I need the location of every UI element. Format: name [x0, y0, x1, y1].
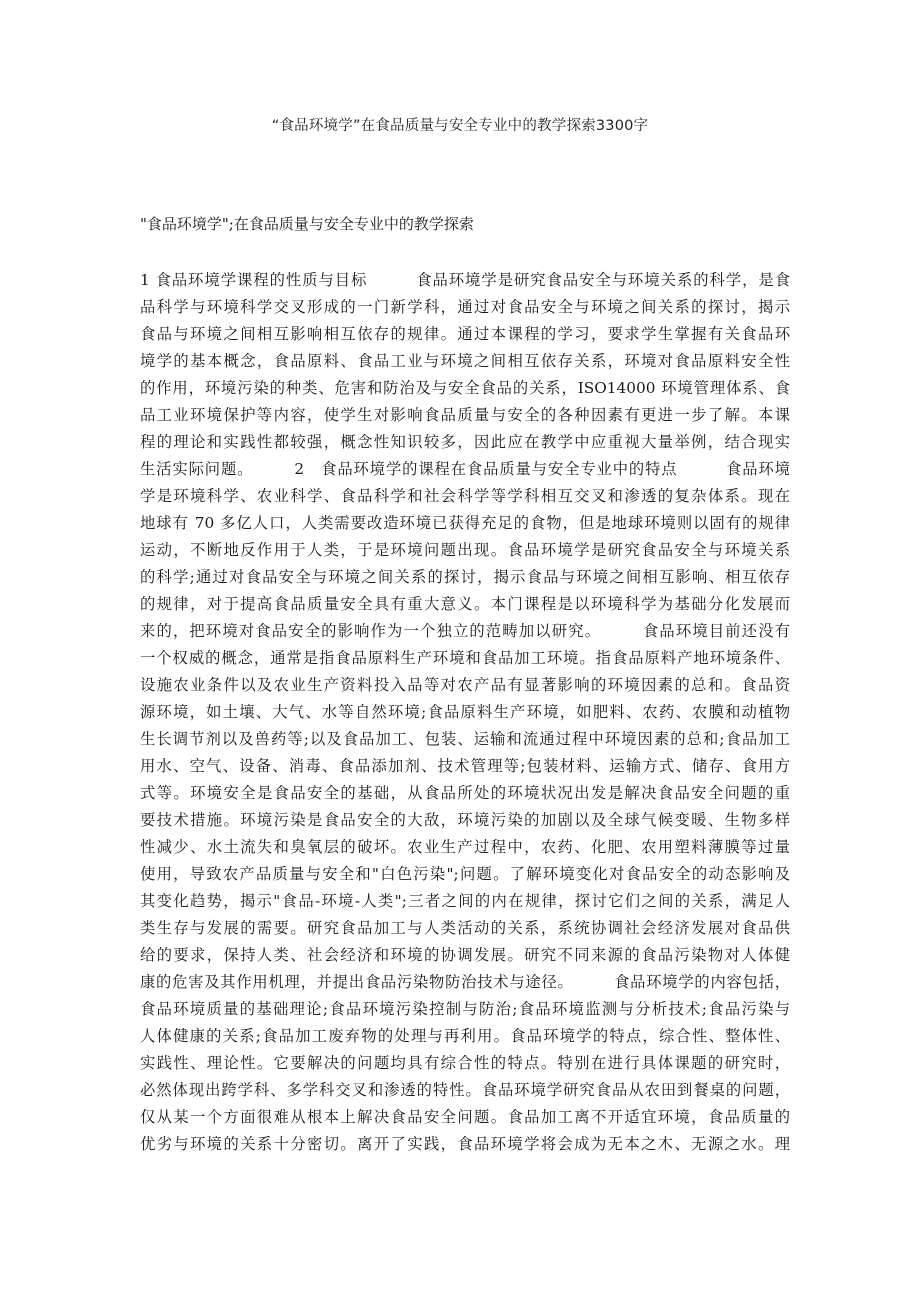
body-text-line: 地球有 70 多亿人口，人类需要改造环境已获得充足的食物，但是地球环境则以固有的规律 [140, 514, 790, 532]
body-text-line: 生长调节剂以及兽药等;以及食品加工、包装、运输和流通过程中环境因素的总和;食品加工 [140, 730, 790, 748]
body-text-line: 使用，导致农产品质量与安全和"白色污染";问题。了解环境变化对食品安全的动态影响及 [140, 865, 790, 883]
body-text-line: 境学的基本概念，食品原料、食品工业与环境之间相互依存关系，环境对食品原料安全性 [140, 352, 790, 370]
body-text-line: 食品环境质量的基础理论;食品环境污染控制与防治;食品环境监测与分析技术;食品污染与 [140, 1000, 790, 1018]
document-subtitle: "食品环境学";在食品质量与安全专业中的教学探索 [140, 215, 474, 233]
document-body [140, 267, 790, 1158]
body-text-line: 的作用，环境污染的种类、危害和防治及与安全食品的关系，ISO14000 环境管理体系、食 [140, 379, 790, 397]
body-text-line: 用水、空气、设备、消毒、食品添加剂、技术管理等;包装材料、运输方式、储存、食用方 [140, 757, 790, 775]
body-text-line: 性减少、水土流失和臭氧层的破坏。农业生产过程中，农药、化肥、农用塑料薄膜等过量 [140, 838, 790, 856]
body-text-line: 仅从某一个方面很难从根本上解决食品安全问题。食品加工离不开适宜环境，食品质量的 [140, 1108, 790, 1126]
body-text-line: 1 食品环境学课程的性质与目标 食品环境学是研究食品安全与环境关系的科学，是食 [140, 271, 790, 289]
body-text-line: 必然体现出跨学科、多学科交叉和渗透的特性。食品环境学研究食品从农田到餐桌的问题， [140, 1081, 790, 1099]
body-text-line: 的规律，对于提高食品质量安全具有重大意义。本门课程是以环境科学为基础分化发展而 [140, 595, 790, 613]
body-text-line: 生活实际问题。 2 食品环境学的课程在食品质量与安全专业中的特点 食品环境 [140, 460, 790, 478]
body-text-line: 实践性、理论性。它要解决的问题均具有综合性的特点。特别在进行具体课题的研究时， [140, 1054, 790, 1072]
body-text-line: 运动，不断地反作用于人类，于是环境问题出现。食品环境学是研究食品安全与环境关系 [140, 541, 790, 559]
body-text-line: 式等。环境安全是食品安全的基础，从食品所处的环境状况出发是解决食品安全问题的重 [140, 784, 790, 802]
body-text-line: 程的理论和实践性都较强，概念性知识较多，因此应在教学中应重视大量举例，结合现实 [140, 433, 790, 451]
body-text-line: 设施农业条件以及农业生产资料投入品等对农产品有显著影响的环境因素的总和。食品资 [140, 676, 790, 694]
body-text-line: 人体健康的关系;食品加工废弃物的处理与再利用。食品环境学的特点，综合性、整体性、 [140, 1027, 790, 1045]
body-text-line: 康的危害及其作用机理，并提出食品污染物防治技术与途径。 食品环境学的内容包括， [140, 973, 790, 991]
body-text-line: 品工业环境保护等内容，使学生对影响食品质量与安全的各种因素有更进一步了解。本课 [140, 406, 790, 424]
body-text-line: 其变化趋势，揭示"食品-环境-人类";三者之间的内在规律，探讨它们之间的关系，满足人 [140, 892, 790, 910]
body-text-line: 给的要求，保持人类、社会经济和环境的协调发展。研究不同来源的食品污染物对人体健 [140, 946, 790, 964]
body-text-line: 来的，把环境对食品安全的影响作为一个独立的范畴加以研究。 食品环境目前还没有 [140, 622, 790, 640]
body-text-line: 的科学;通过对食品安全与环境之间关系的探讨，揭示食品与环境之间相互影响、相互依存 [140, 568, 790, 586]
body-text-line: 类生存与发展的需要。研究食品加工与人类活动的关系，系统协调社会经济发展对食品供 [140, 919, 790, 937]
document-title: “食品环境学”在食品质量与安全专业中的教学探索3300字 [271, 118, 649, 134]
body-text-line: 源环境，如土壤、大气、水等自然环境;食品原料生产环境，如肥料、农药、农膜和动植物 [140, 703, 790, 721]
body-text-line: 食品与环境之间相互影响相互依存的规律。通过本课程的学习，要求学生掌握有关食品环 [140, 325, 790, 343]
body-text-line: 要技术措施。环境污染是食品安全的大敌，环境污染的加剧以及全球气候变暖、生物多样 [140, 811, 790, 829]
body-text-line: 学是环境科学、农业科学、食品科学和社会科学等学科相互交叉和渗透的复杂体系。现在 [140, 487, 790, 505]
body-text-line: 优劣与环境的关系十分密切。离开了实践，食品环境学将会成为无本之木、无源之水。理 [140, 1135, 790, 1153]
body-text-line: 一个权威的概念，通常是指食品原料生产环境和食品加工环境。指食品原料产地环境条件、 [140, 649, 790, 667]
body-text-line: 品科学与环境科学交叉形成的一门新学科，通过对食品安全与环境之间关系的探讨，揭示 [140, 298, 790, 316]
